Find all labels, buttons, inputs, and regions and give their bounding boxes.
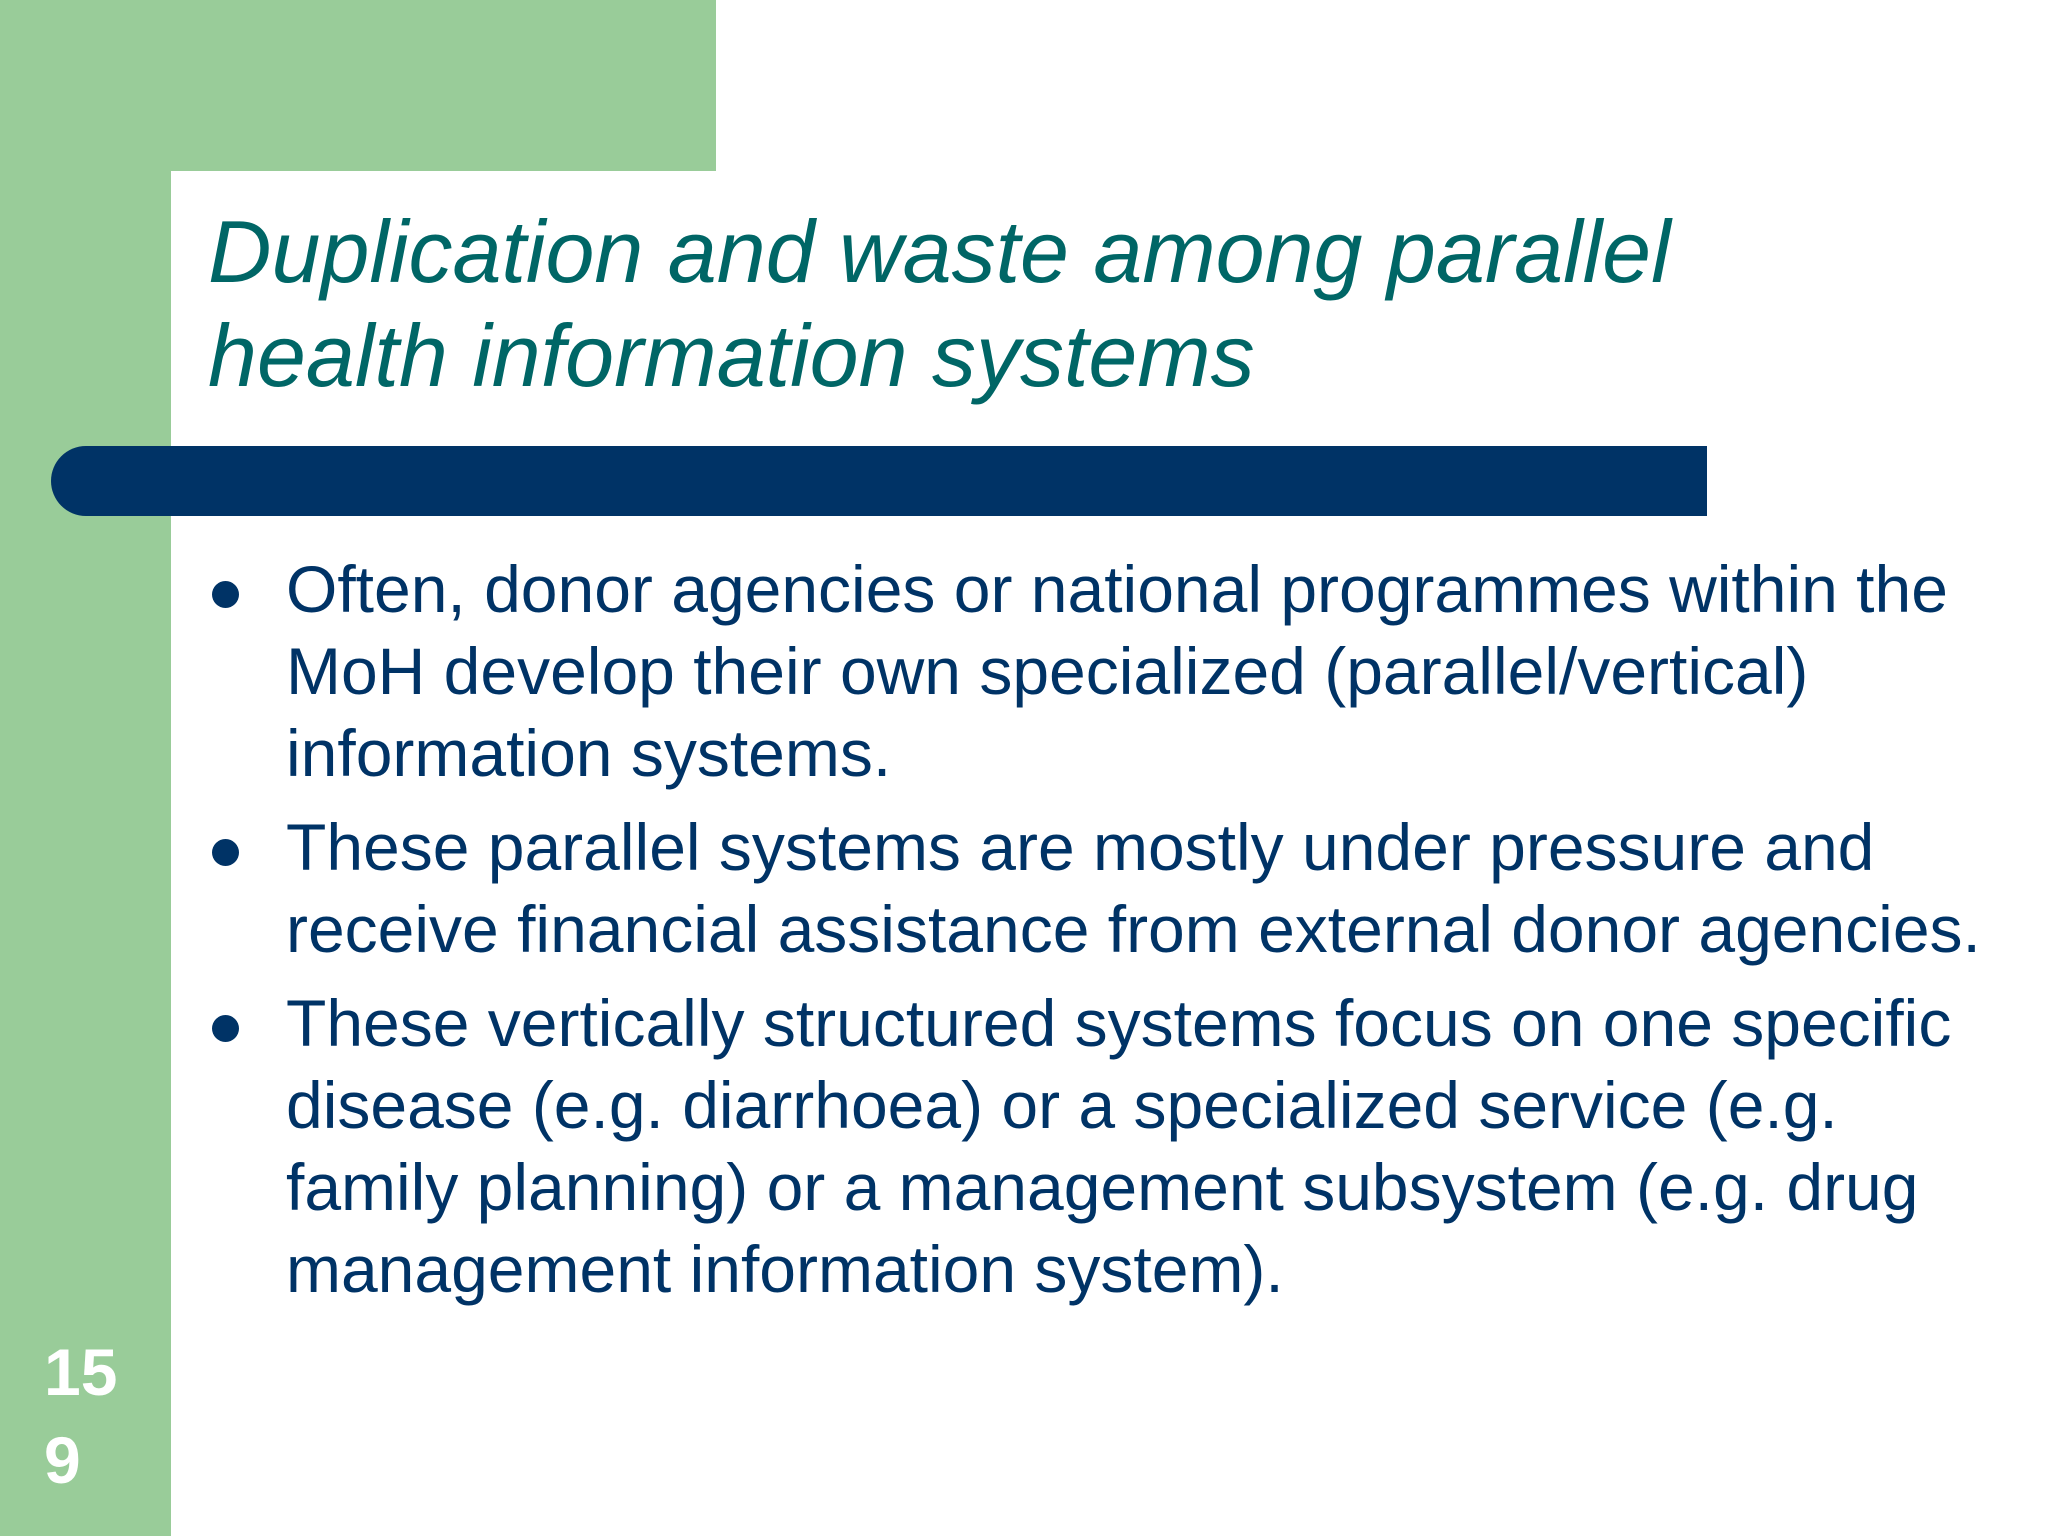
bullet-item	[208, 548, 1988, 794]
slide-title: Duplication and waste among parallel health information systems	[208, 202, 1671, 405]
bullet-text: Often, donor agencies or national programmes within the MoH develop their own specialized (parallel/vertical) information systems.	[286, 552, 1948, 790]
bullet-text: These parallel systems are mostly under pressure and receive financial assistance from external donor agencies.	[286, 810, 1981, 966]
bullet-dot-icon	[212, 1015, 239, 1042]
bullet-dot-icon	[212, 839, 239, 866]
bullet-text: These vertically structured systems focus on one specific disease (e.g. diarrhoea) or a specialized service (e.g. family planning) or a management subsystem (e.g. drug management information system).	[286, 986, 1952, 1306]
bullet-item	[208, 982, 1988, 1310]
left-green-band	[0, 0, 171, 1536]
slide-number: 159	[44, 1335, 118, 1497]
bullet-dot-icon	[212, 581, 239, 608]
bullet-item	[208, 806, 1988, 970]
bullet-list	[208, 548, 1988, 1322]
top-green-band	[0, 0, 716, 171]
title-underline-bar	[51, 446, 1707, 516]
